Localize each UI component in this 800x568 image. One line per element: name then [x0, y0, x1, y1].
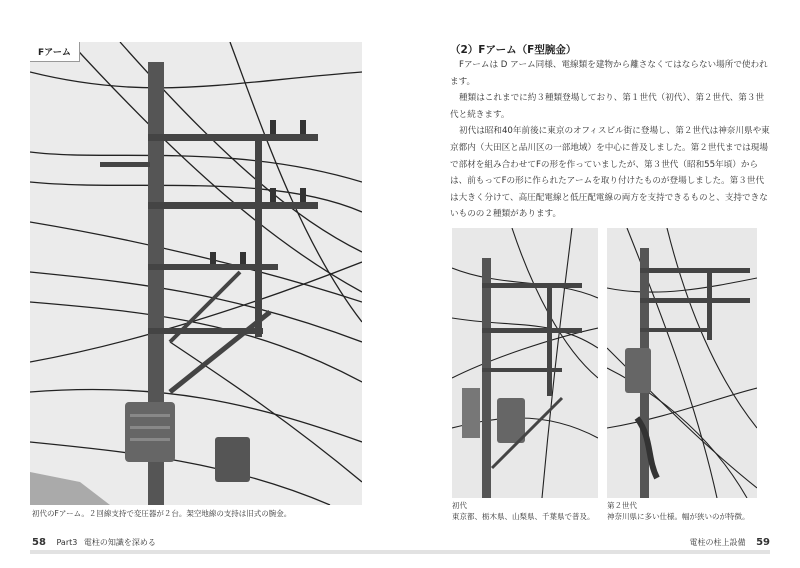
footer-section: 電柱の柱上設備	[689, 538, 746, 547]
paragraph: Fアームは D アーム同様、電線類を建物から離さなくてはならない場所で使われます。	[450, 60, 768, 87]
caption-text: 神奈川県に多い仕様。幅が狭いのが特徴。	[607, 512, 750, 521]
footer-part: Part3	[56, 538, 78, 547]
page-number-right: 59	[756, 537, 770, 548]
caption-text: 東京都、栃木県、山梨県、千葉県で普及。	[452, 512, 595, 521]
footer-rule	[30, 550, 400, 554]
utility-pole-gen1-illustration	[452, 228, 598, 498]
main-photo-f-arm	[30, 42, 362, 505]
section-heading: （2）Fアーム（F型腕金）	[450, 44, 577, 56]
caption-title: 第２世代	[607, 501, 637, 510]
photo-label: Fアーム	[30, 42, 80, 62]
footer-rule	[400, 550, 770, 554]
main-photo-caption: 初代のFアーム。２回線支持で変圧器が２台。架空地線の支持は旧式の腕金。	[32, 509, 292, 518]
footer-chapter: 電柱の知識を深める	[83, 538, 156, 547]
body-text	[450, 57, 770, 223]
photo-second-generation	[607, 228, 757, 498]
photo-first-generation	[452, 228, 598, 498]
paragraph: 種類はこれまでに約３種類登場しており、第１世代（初代）、第２世代、第３世代と続きます。	[450, 93, 765, 120]
caption-first-generation	[452, 500, 602, 522]
footer-left	[32, 537, 156, 548]
caption-second-generation	[607, 500, 767, 522]
utility-pole-gen2-illustration	[607, 228, 757, 498]
utility-pole-illustration	[30, 42, 362, 505]
footer-right	[690, 537, 770, 548]
paragraph: 初代は昭和40年前後に東京のオフィスビル街に登場し、第２世代は神奈川県や東京都内（大田区と品川区の一部地域）を中心に普及しました。第２世代までは現場で部材を組み合わせてFの形を作っていましたが、第３世代（昭和55年頃）からは、前もってFの形に作られたアームを取り付けたものが登場しました。第３世代は大きく分けて、高圧配電線と低圧配電線の両方を支持できるものと、支持できないものの２種類があります。	[450, 126, 770, 220]
page-number-left: 58	[32, 537, 46, 548]
caption-title: 初代	[452, 501, 467, 510]
